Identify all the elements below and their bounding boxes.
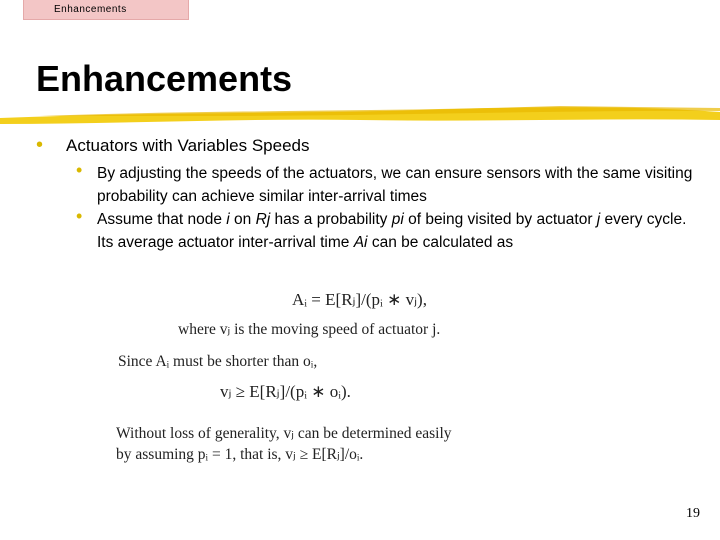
slide-title: Enhancements xyxy=(36,58,293,99)
sub-bullet-2: Assume that node i on Rj has a probability pi of being visited by actuator j every cycle. Its average actuator inter-arrival time Ai can be calculated as xyxy=(97,211,687,251)
without-line-2: by assuming pᵢ = 1, that is, vⱼ ≥ E[Rⱼ]/oᵢ. xyxy=(116,446,364,463)
equation-2: vⱼ ≥ E[Rⱼ]/(pᵢ ∗ oᵢ). xyxy=(220,382,351,401)
sub-bullet-dot: • xyxy=(76,206,83,226)
since-text: Since Aᵢ must be shorter than oᵢ, xyxy=(118,353,318,370)
without-line-1: Without loss of generality, vⱼ can be determined easily xyxy=(116,425,452,442)
page-number: 19 xyxy=(686,506,700,521)
equation-1-note: where vⱼ is the moving speed of actuator j. xyxy=(178,321,441,338)
sub-bullet-1: By adjusting the speeds of the actuators, we can ensure sensors with the same visiting probability can achieve similar inter-arrival times xyxy=(97,165,693,205)
header-tag xyxy=(23,0,189,20)
sub-bullet-dot: • xyxy=(76,160,83,180)
title-underline-swoosh xyxy=(0,98,720,134)
equation-1: Aᵢ = E[Rⱼ]/(pᵢ ∗ vⱼ), xyxy=(292,290,427,309)
bullet-level1: Actuators with Variables Speeds xyxy=(66,136,310,155)
header-tag-label: Enhancements xyxy=(54,4,127,15)
bullet-dot: • xyxy=(36,134,44,156)
